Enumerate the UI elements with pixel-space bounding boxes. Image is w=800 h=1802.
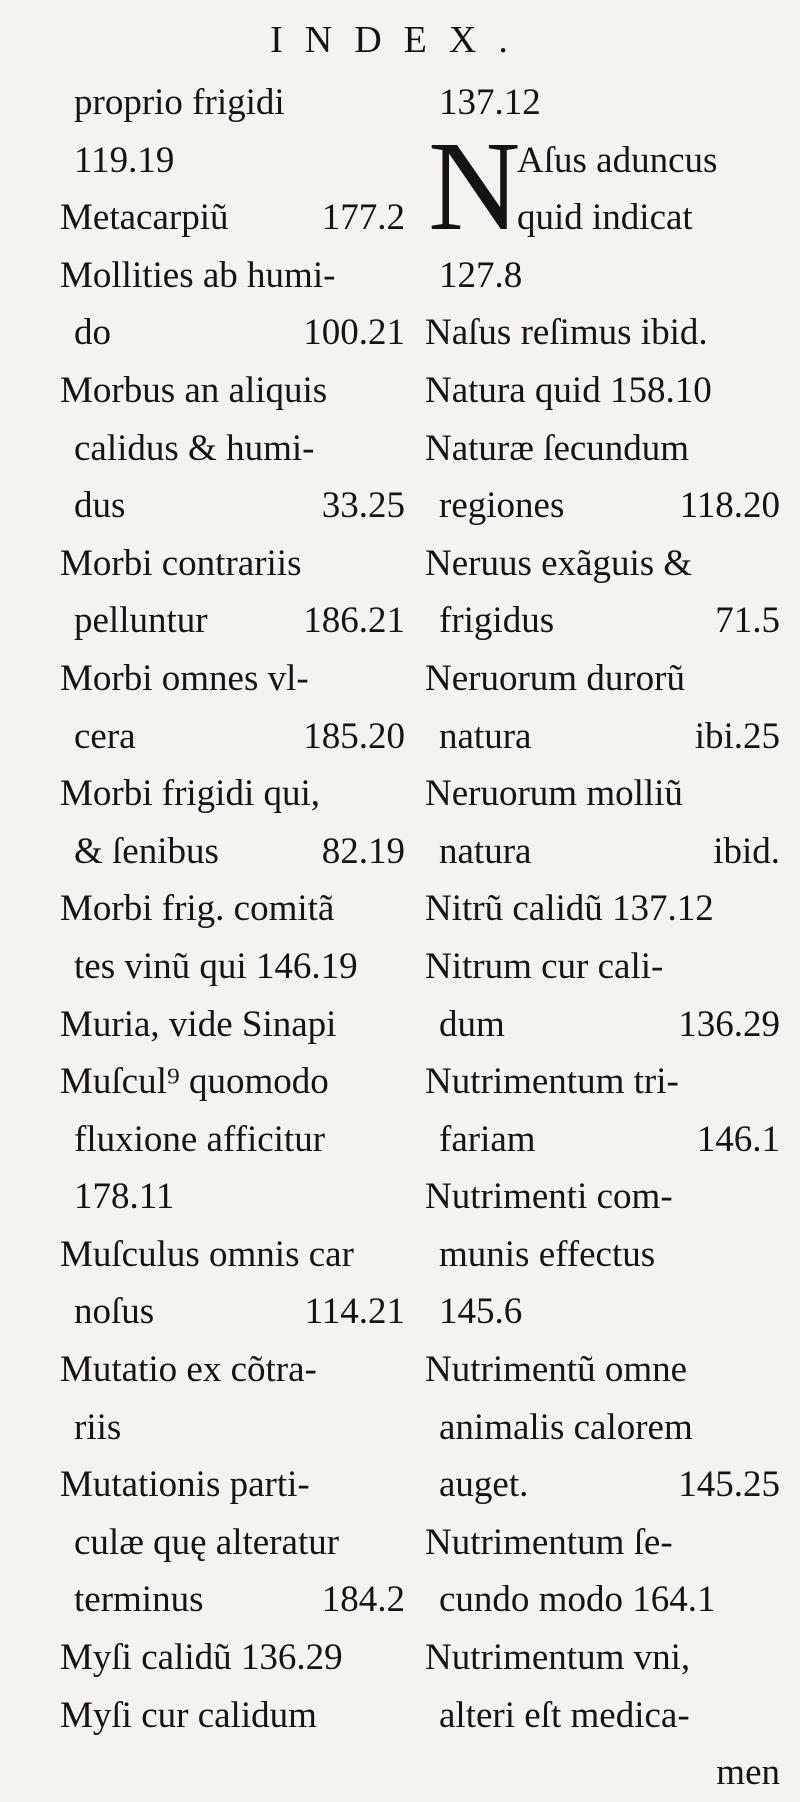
index-entry-line xyxy=(425,765,780,823)
entry-page-ref: 33.25 xyxy=(321,485,405,527)
entry-text: Morbi omnes vl- xyxy=(60,657,309,699)
entry-text: 145.6 xyxy=(439,1291,523,1333)
entry-text: quid indicat xyxy=(517,197,693,239)
index-entry-line xyxy=(425,1514,780,1572)
index-entry-line xyxy=(60,1283,405,1341)
entry-text: Nitrũ calidũ 137.12 xyxy=(425,888,714,930)
entry-page-ref: 82.19 xyxy=(321,830,405,872)
index-entry-line xyxy=(425,247,780,305)
entry-text: Muria, vide Sinapi xyxy=(60,1003,337,1045)
index-entry-line xyxy=(60,1629,405,1687)
index-entry-line xyxy=(425,362,780,420)
entry-text: cera xyxy=(74,715,136,757)
entry-text: regiones xyxy=(439,485,565,527)
index-entry-line xyxy=(425,1053,780,1111)
entry-text: Morbi contrariis xyxy=(60,542,302,584)
entry-page-ref: 186.21 xyxy=(303,600,405,642)
index-entry-line xyxy=(60,189,405,247)
entry-page-ref: 185.20 xyxy=(303,715,405,757)
entry-text: & ſenibus xyxy=(74,830,219,872)
entry-text: cundo modo 164.1 xyxy=(439,1579,716,1621)
index-entry-line xyxy=(425,938,780,996)
entry-text: munis effectus xyxy=(439,1233,656,1275)
entry-text: dum xyxy=(439,1003,505,1045)
entry-text: Neruorum molliũ xyxy=(425,773,683,815)
entry-text: natura xyxy=(439,830,532,872)
entry-text: Muſculus omnis car xyxy=(60,1233,354,1275)
index-entry-line xyxy=(425,1341,780,1399)
entry-text: Aſus aduncus xyxy=(517,139,718,181)
entry-text: proprio frigidi xyxy=(74,82,285,123)
entry-text: do xyxy=(74,312,111,354)
index-entry-line xyxy=(425,1399,780,1457)
entry-text: Morbi frigidi qui, xyxy=(60,773,321,815)
entry-text: men xyxy=(716,1752,780,1794)
entry-text: Morbus an aliquis xyxy=(60,369,328,411)
entry-text: natura xyxy=(439,715,532,757)
entry-page-ref: 114.21 xyxy=(304,1291,405,1333)
index-entry-line xyxy=(425,708,780,766)
entry-text: culæ quę alteratur xyxy=(74,1521,340,1563)
entry-text: 178.11 xyxy=(74,1176,175,1218)
entry-page-ref: 145.25 xyxy=(678,1464,780,1506)
index-entry-line xyxy=(425,1629,780,1687)
index-column-right xyxy=(425,74,780,1802)
entry-text: Natura quid 158.10 xyxy=(425,369,712,411)
entry-text: Myſi calidũ 136.29 xyxy=(60,1637,343,1679)
index-entry-line xyxy=(60,1168,405,1226)
entry-text: Morbi frig. comitã xyxy=(60,888,335,930)
index-entry-line xyxy=(60,1514,405,1572)
index-entry-line xyxy=(60,74,405,132)
entry-text: Naſus reſimus ibid. xyxy=(425,312,708,354)
entry-text: Myſi cur calidum xyxy=(60,1694,317,1736)
entry-text: 127.8 xyxy=(439,254,523,296)
entry-text: pelluntur xyxy=(74,600,208,642)
entry-text: fluxione afficitur xyxy=(74,1118,326,1160)
index-entry-line xyxy=(60,1111,405,1169)
entry-text: Naturæ ſecundum xyxy=(425,427,690,469)
entry-page-ref: 146.1 xyxy=(696,1118,780,1160)
entry-text: Mollities ab humi- xyxy=(60,254,336,296)
index-entry-line xyxy=(60,592,405,650)
index-entry-line xyxy=(60,1456,405,1514)
drop-cap: N xyxy=(428,115,521,257)
index-entry-line xyxy=(60,304,405,362)
index-entry-line xyxy=(60,1687,405,1745)
index-entry-line xyxy=(425,823,780,881)
entry-text: fariam xyxy=(439,1118,536,1160)
entry-page-ref: 71.5 xyxy=(715,600,780,642)
index-entry-line xyxy=(60,362,405,420)
index-entry-line xyxy=(60,1226,405,1284)
entry-text: 119.19 xyxy=(74,139,175,181)
entry-page-ref: ibi.25 xyxy=(694,715,780,757)
index-entry-line xyxy=(425,535,780,593)
entry-text: terminus xyxy=(74,1579,204,1621)
index-entry-line xyxy=(60,765,405,823)
entry-text: Nutrimentum vni, xyxy=(425,1637,691,1679)
entry-text: dus xyxy=(74,485,126,527)
index-entry-line xyxy=(425,1226,780,1284)
index-entry-line xyxy=(425,1744,780,1802)
index-entry-line xyxy=(60,477,405,535)
index-entry-line xyxy=(425,132,780,190)
entry-text: Nutrimentum tri- xyxy=(425,1061,679,1103)
entry-text: noſus xyxy=(74,1291,155,1333)
index-entry-line xyxy=(425,1687,780,1745)
index-entry-line xyxy=(60,247,405,305)
entry-text: animalis calorem xyxy=(439,1406,693,1448)
index-entry-line xyxy=(425,880,780,938)
entry-page-ref: ibid. xyxy=(713,830,780,872)
index-entry-line xyxy=(425,592,780,650)
index-entry-line xyxy=(425,1111,780,1169)
index-entry-line xyxy=(425,420,780,478)
index-entry-line xyxy=(425,1571,780,1629)
entry-text: Nutrimentũ omne xyxy=(425,1349,688,1391)
index-entry-line xyxy=(60,823,405,881)
index-entry-line xyxy=(60,1341,405,1399)
entry-text: Mutationis parti- xyxy=(60,1464,310,1506)
index-entry-line xyxy=(60,535,405,593)
entry-text: Nutrimenti com- xyxy=(425,1176,673,1218)
index-entry-line xyxy=(60,132,405,190)
index-entry-line xyxy=(60,1571,405,1629)
index-entry-line xyxy=(425,1456,780,1514)
entry-text: auget. xyxy=(439,1464,529,1506)
index-entry-line xyxy=(425,304,780,362)
entry-page-ref: 136.29 xyxy=(678,1003,780,1045)
index-entry-line xyxy=(60,996,405,1054)
index-entry-line xyxy=(60,880,405,938)
entry-text: Nutrimentum ſe- xyxy=(425,1521,673,1563)
index-entry-line xyxy=(60,1053,405,1111)
index-entry-line xyxy=(425,74,780,132)
index-entry-line xyxy=(60,1399,405,1457)
entry-text: 137.12 xyxy=(439,82,541,123)
entry-text: alteri eſt medica- xyxy=(439,1694,690,1736)
entry-text: tes vinũ qui 146.19 xyxy=(74,945,358,987)
index-entry-line xyxy=(425,650,780,708)
entry-text: Muſcul⁹ quomodo xyxy=(60,1061,329,1103)
index-entry-line xyxy=(425,477,780,535)
index-column-left xyxy=(60,74,405,1744)
index-entry-line xyxy=(425,1168,780,1226)
entry-page-ref: 100.21 xyxy=(303,312,405,354)
index-entry-line xyxy=(425,189,780,247)
index-entry-line xyxy=(425,1283,780,1341)
entry-page-ref: 177.2 xyxy=(321,197,405,239)
entry-page-ref: 118.20 xyxy=(679,485,780,527)
entry-text: calidus & humi- xyxy=(74,427,315,469)
entry-text: Metacarpiũ xyxy=(60,197,229,239)
entry-text: frigidus xyxy=(439,600,555,642)
entry-text: Neruus exãguis & xyxy=(425,542,693,584)
index-entry-line xyxy=(425,996,780,1054)
entry-page-ref: 184.2 xyxy=(321,1579,405,1621)
index-entry-line xyxy=(60,650,405,708)
entry-text: Mutatio ex cõtra- xyxy=(60,1349,317,1391)
running-head: INDEX. xyxy=(270,19,530,61)
entry-text: Nitrum cur cali- xyxy=(425,945,664,987)
index-entry-line xyxy=(60,938,405,996)
entry-text: riis xyxy=(74,1406,122,1448)
entry-text: Neruorum durorũ xyxy=(425,657,685,699)
index-entry-line xyxy=(60,708,405,766)
index-entry-line xyxy=(60,420,405,478)
